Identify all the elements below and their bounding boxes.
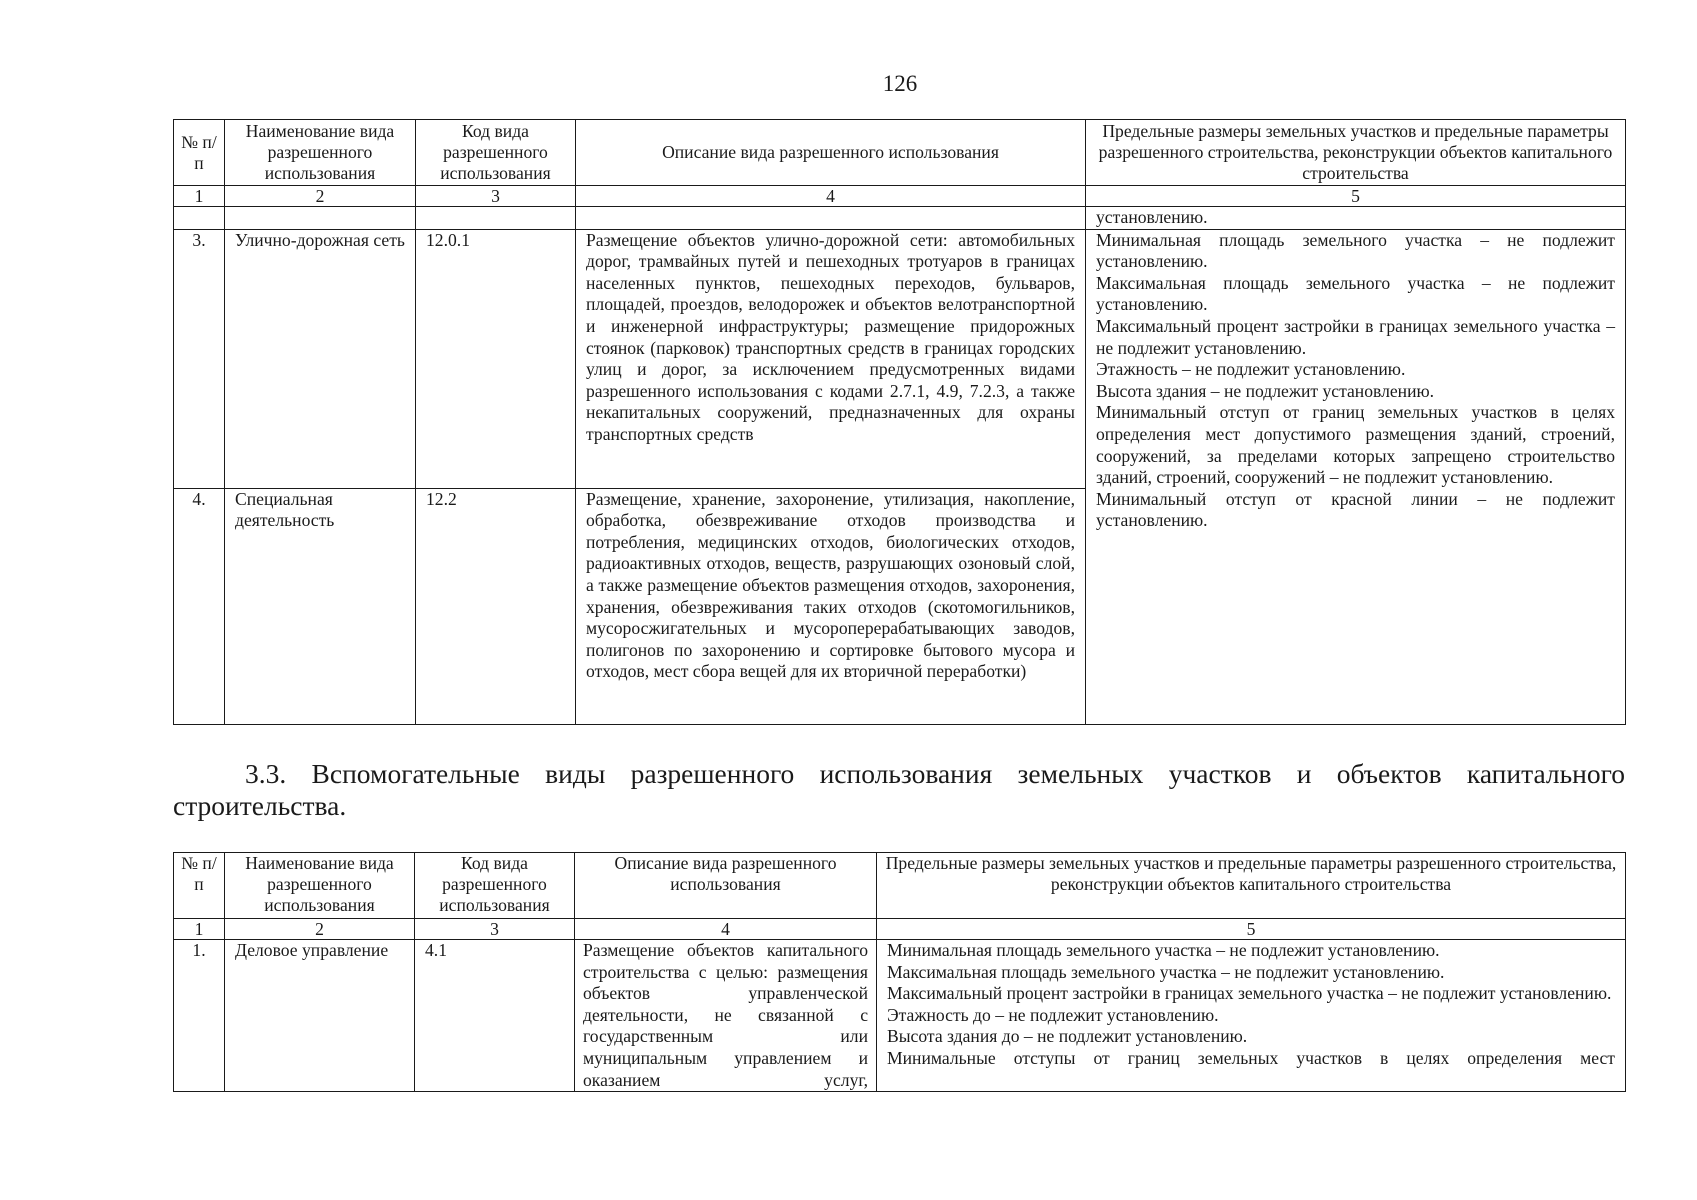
param-line: Максимальная площадь земельного участка – не подлежит установлению. [1096,272,1615,315]
column-number-3: 3 [415,919,575,940]
param-line: Высота здания – не подлежит установлению. [1096,380,1435,401]
table-row [174,940,1626,1092]
column-number-4: 4 [576,186,1086,207]
row-name: Специальная деятельность [225,488,416,724]
header-name: Наименование вида разрешенного использования [225,120,416,186]
column-number-2: 2 [225,186,416,207]
column-number-1: 1 [174,919,225,940]
param-line: Максимальная площадь земельного участка – не подлежит установлению. [887,961,1445,982]
column-number-4: 4 [575,919,877,940]
row-number: 1. [174,940,225,1092]
param-line: Минимальная площадь земельного участка – не подлежит установлению. [1096,229,1615,272]
header-params: Предельные размеры земельных участков и предельные параметры разрешенного строительства, реконструкции объектов капитального строительства [877,853,1626,919]
row-code: 4.1 [415,940,575,1092]
param-line: Высота здания до – не подлежит установлению. [887,1026,1248,1047]
header-code: Код вида разрешенного использования [415,853,575,919]
row-code: 12.2 [416,488,576,724]
param-line: Максимальный процент застройки в границах земельного участка – не подлежит установлению. [1096,315,1615,358]
row-name: Деловое управление [225,940,415,1092]
row-number: 4. [174,488,225,724]
column-number-5: 5 [1086,186,1626,207]
header-description: Описание вида разрешенного использования [576,120,1086,186]
header-number: № п/п [174,120,225,186]
header-number: № п/п [174,853,225,919]
table-row [174,229,1626,488]
row-code: 12.0.1 [416,229,576,488]
param-line: Минимальный отступ от красной линии – не подлежит установлению. [1096,488,1615,531]
row-name: Улично-дорожная сеть [225,229,416,488]
row-description: Размещение объектов капитального строительства с целью: размещения объектов управленческой деятельности, не связанной с государственным или муниципальным управлением и оказанием услуг, [575,940,877,1092]
page-number: 126 [882,71,918,96]
header-name: Наименование вида разрешенного использования [225,853,415,919]
row-description: Размещение объектов улично-дорожной сети: автомобильных дорог, трамвайных путей и пешеходных тротуаров в границах населенных пунктов, пешеходных переходов, бульваров, площадей, проездов, велодорожек и объектов велотранспортной и инженерной инфраструктуры; размещение придорожных стоянок (парковок) транспортных средств в границах городских улиц и дорог, за исключением предусмотренных видами разрешенного использования с кодами 2.7.1, 4.9, 7.2.3, а также некапитальных сооружений, предназначенных для охраны транспортных средств [576,229,1086,488]
auxiliary-uses-table [173,852,1626,1092]
param-line: Этажность – не подлежит установлению. [1096,359,1406,380]
row-params [877,940,1626,1092]
param-line: Максимальный процент застройки в границах земельного участка – не подлежит установлению. [887,983,1612,1004]
section-heading: 3.3. Вспомогательные виды разрешенного использования земельных участков и объектов капитального строительства. [173,758,1625,821]
header-params: Предельные размеры земельных участков и предельные параметры разрешенного строительства, реконструкции объектов капитального строительства [1086,120,1626,186]
column-number-1: 1 [174,186,225,207]
row-number: 3. [174,229,225,488]
column-number-2: 2 [225,919,415,940]
table-row-continuation [174,207,1626,230]
column-number-5: 5 [877,919,1626,940]
column-number-3: 3 [416,186,576,207]
row-params [1086,229,1626,724]
main-uses-table [173,119,1626,725]
header-description: Описание вида разрешенного использования [575,853,877,919]
param-line: Минимальный отступ от границ земельных участков в целях определения мест допустимого размещения зданий, строений, сооружений, за пределами которых запрещено строительство зданий, строений, сооружений – не подлежит установлению. [1096,402,1615,488]
continuation-text: установлению. [1086,207,1626,230]
param-line: Этажность до – не подлежит установлению. [887,1004,1219,1025]
param-line: Минимальная площадь земельного участка – не подлежит установлению. [887,940,1440,960]
header-code: Код вида разрешенного использования [416,120,576,186]
param-line: Минимальные отступы от границ земельных участков в целях определения мест [887,1047,1615,1068]
row-description: Размещение, хранение, захоронение, утилизация, накопление, обработка, обезвреживание отходов производства и потребления, медицинских отходов, биологических отходов, радиоактивных отходов, веществ, разрушающих озоновый слой, а также размещение объектов размещения отходов, захоронения, хранения, обезвреживания таких отходов (скотомогильников, мусоросжигательных и мусороперерабатывающих заводов, полигонов по захоронению и сортировке бытового мусора и отходов, мест сбора вещей для их вторичной переработки) [576,488,1086,724]
